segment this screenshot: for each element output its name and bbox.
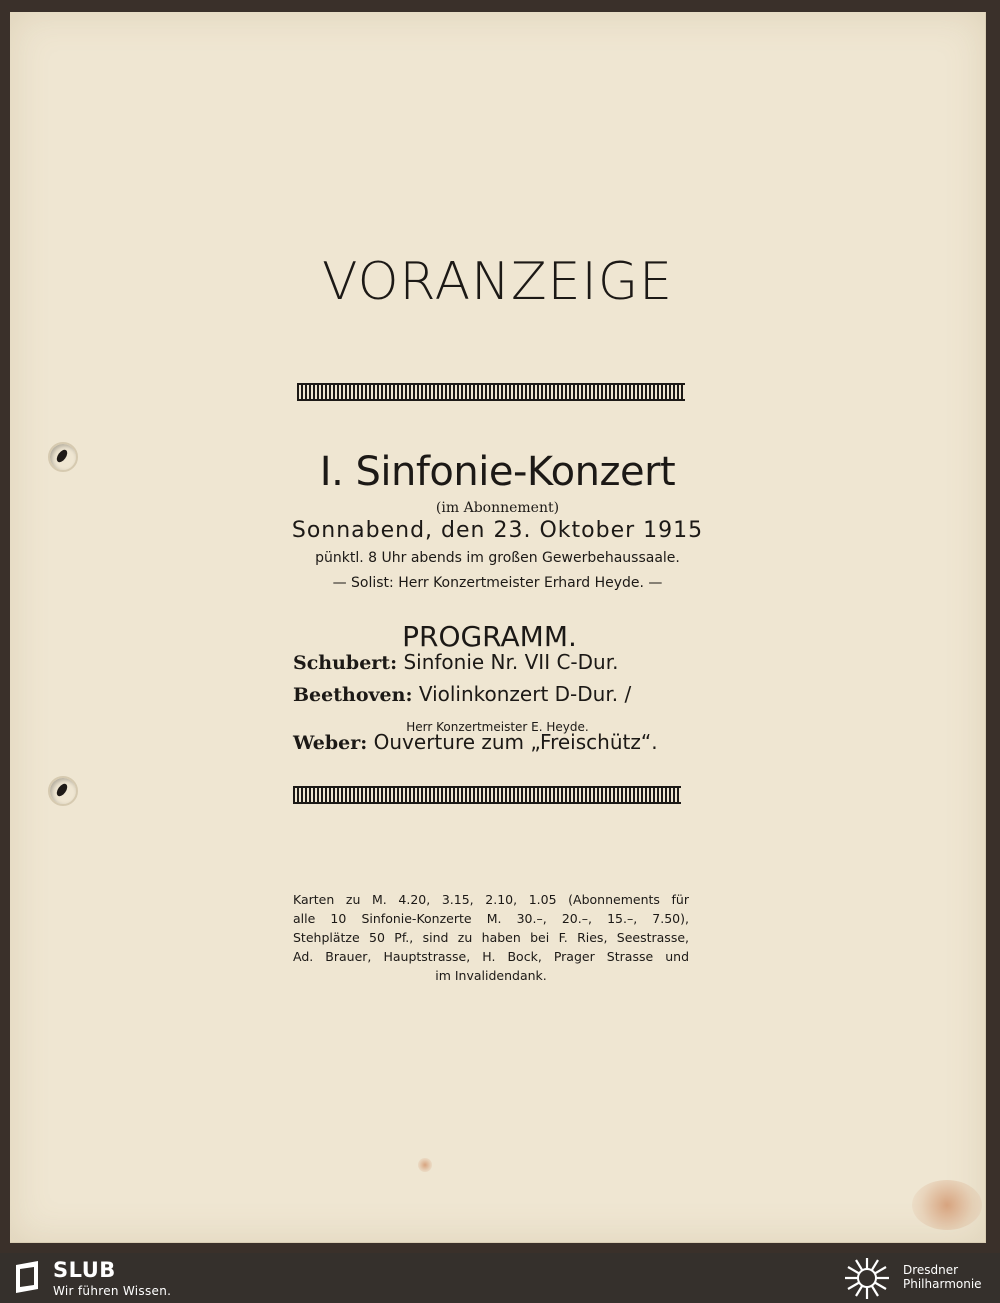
- ticket-info-line: alle 10 Sinfonie-Konzerte M. 30.–, 20.–, 15.–, 7.50),: [293, 911, 689, 926]
- stain-corner: [912, 1180, 982, 1230]
- program-composer: Weber:: [293, 732, 368, 754]
- ticket-info: [293, 890, 689, 985]
- library-name[interactable]: SLUB: [53, 1258, 116, 1282]
- ticket-info-line: im Invalidendank.: [435, 968, 547, 983]
- program-item: [293, 730, 658, 754]
- concert-date: Sonnabend, den 23. Oktober 1915: [291, 518, 704, 543]
- concert-time-venue: pünktl. 8 Uhr abends im großen Gewerbehaussaale.: [315, 550, 680, 566]
- ticket-info-line: Karten zu M. 4.20, 3.15, 2.10, 1.05 (Abonnements für: [293, 892, 689, 907]
- divider-bottom: [293, 786, 681, 804]
- philharmonie-logo-icon[interactable]: [842, 1255, 892, 1301]
- partner-name-line1: Dresdner: [903, 1263, 959, 1277]
- footer-bar: [0, 1253, 1000, 1303]
- program-composer: Beethoven:: [293, 684, 413, 706]
- soloist-line: — Solist: Herr Konzertmeister Erhard Heyde. —: [332, 575, 663, 591]
- program-work: Ouverture zum „Freischütz“.: [373, 730, 658, 754]
- library-tagline: Wir führen Wissen.: [53, 1284, 172, 1298]
- ticket-info-line: Stehplätze 50 Pf., sind zu haben bei F. Ries, Seestrasse,: [293, 930, 689, 945]
- program-note: Herr Konzertmeister E. Heyde.: [406, 720, 589, 734]
- divider-top: [297, 383, 685, 401]
- program-item: [293, 682, 631, 706]
- partner-name-line2: Philharmonie: [903, 1277, 982, 1291]
- slub-logo-icon[interactable]: [14, 1261, 40, 1293]
- document-page: [10, 12, 986, 1243]
- concert-title: I. Sinfonie-Konzert: [319, 449, 676, 495]
- page-title: VORANZEIGE: [321, 252, 674, 312]
- partner-name: [903, 1263, 982, 1291]
- program-work: Violinkonzert D-Dur. /: [418, 682, 632, 706]
- ticket-info-line: Ad. Brauer, Hauptstrasse, H. Bock, Prager Strasse und: [293, 949, 689, 964]
- punch-hole-bottom: [48, 776, 78, 806]
- program-heading: PROGRAMM.: [402, 620, 577, 653]
- program-composer: Schubert:: [293, 652, 398, 674]
- program-item: [293, 650, 618, 674]
- stain-small: [418, 1158, 432, 1172]
- subscription-note: (im Abonnement): [435, 500, 560, 516]
- program-work: Sinfonie Nr. VII C-Dur.: [403, 650, 619, 674]
